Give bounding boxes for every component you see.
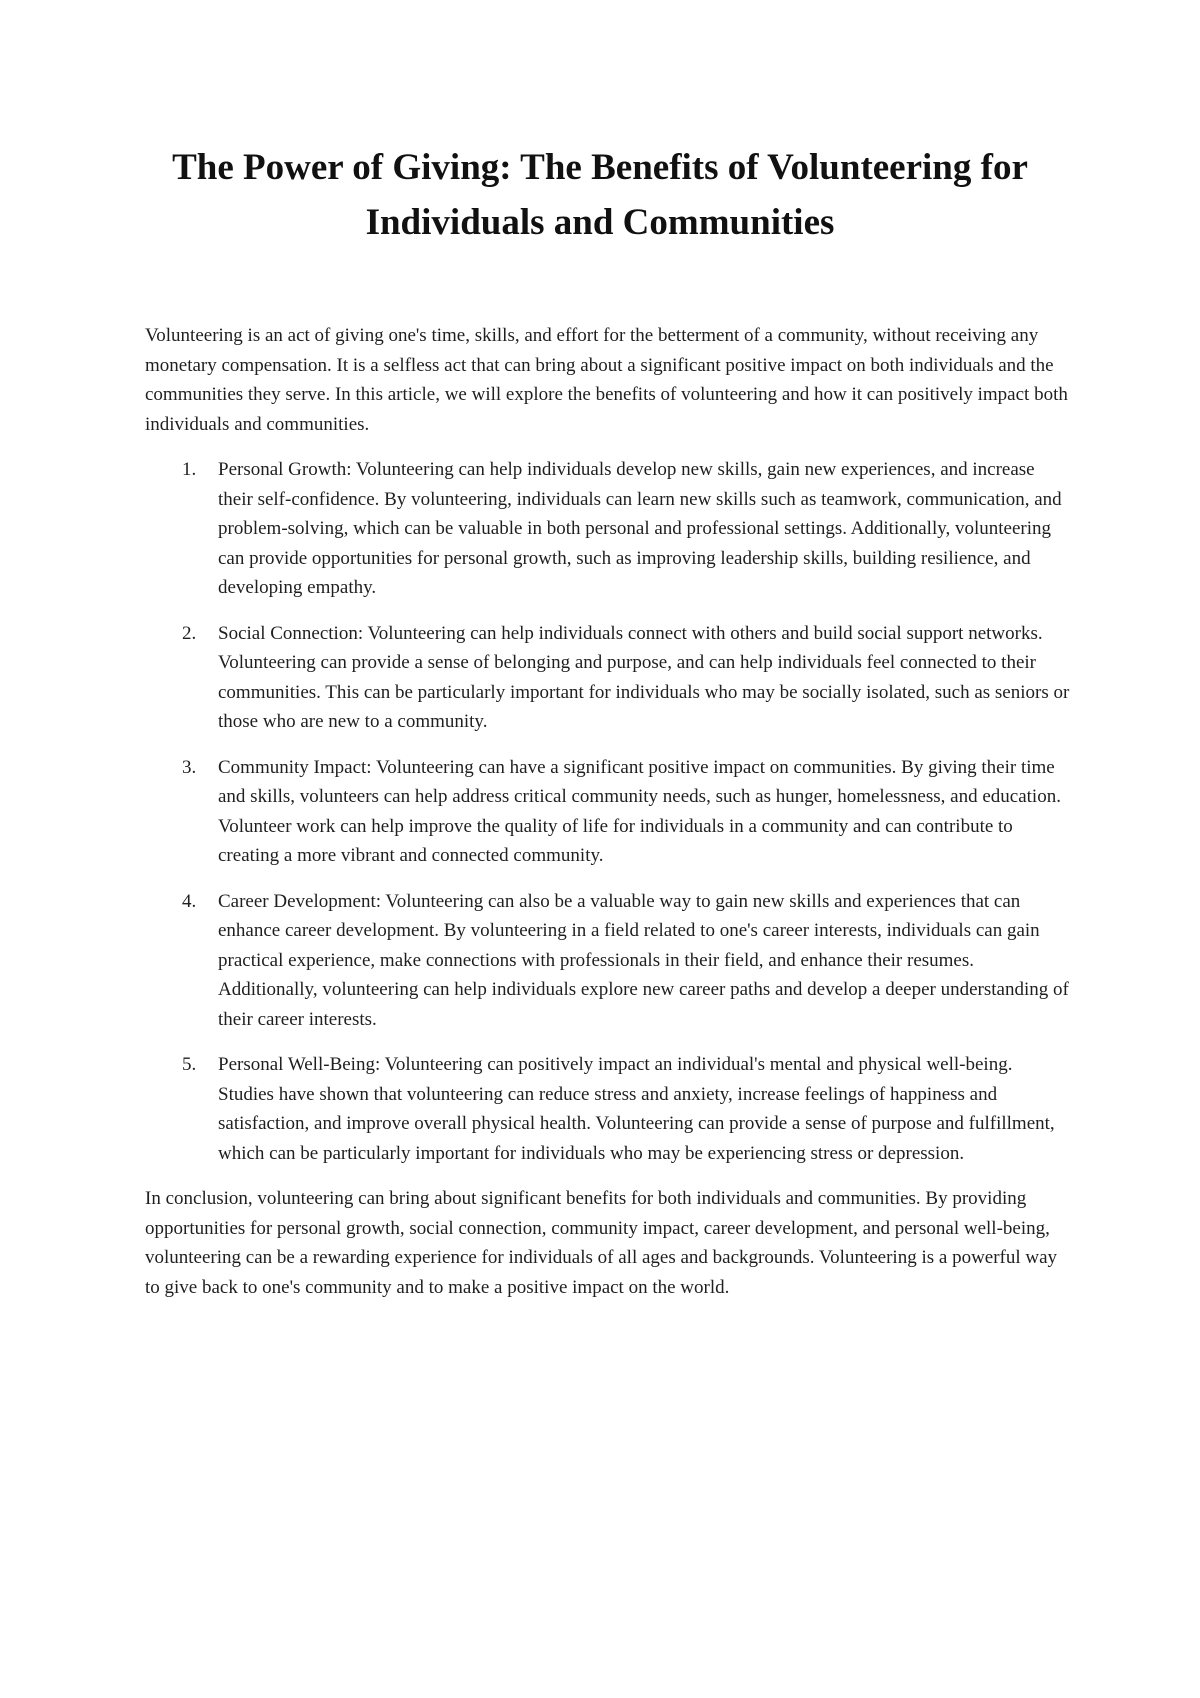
list-item-number: 4. <box>182 890 197 912</box>
document-body <box>145 321 1070 1302</box>
list-item-number: 1. <box>182 459 197 480</box>
list-item <box>145 753 1070 871</box>
list-item <box>145 455 1070 603</box>
list-item-number: 5. <box>182 1054 197 1075</box>
benefits-list <box>145 455 1070 1168</box>
list-item-text: Personal Well-Being: Volunteering can positively impact an individual's mental and physical well-being. Studies have shown that volunteering can reduce stress and anxiety, increase feelings of happiness and satisfaction, and improve overall physical health. Volunteering can provide a sense of purpose and fulfillment, which can be particularly important for individuals who may be experiencing stress or depression. <box>218 1054 1055 1164</box>
list-item-number: 2. <box>182 622 197 644</box>
list-item <box>145 619 1070 737</box>
conclusion-paragraph: In conclusion, volunteering can bring about significant benefits for both individuals and communities. By providing opportunities for personal growth, social connection, community impact, career development, and personal well-being, volunteering can be a rewarding experience for individuals of all ages and backgrounds. Volunteering is a powerful way to give back to one's community and to make a positive impact on the world. <box>145 1188 1058 1298</box>
list-item-text: Community Impact: Volunteering can have a significant positive impact on communities. By giving their time and skills, volunteers can help address critical community needs, such as hunger, homelessness, and education. Volunteer work can help improve the quality of life for individuals in a community and can contribute to creating a more vibrant and connected community. <box>218 756 1061 866</box>
list-item-number: 3. <box>182 756 197 778</box>
list-item <box>145 1050 1070 1168</box>
list-item <box>145 887 1070 1035</box>
intro-paragraph: Volunteering is an act of giving one's time, skills, and effort for the betterment of a community, without receiving any monetary compensation. It is a selfless act that can bring about a significant positive impact on both individuals and the communities they serve. In this article, we will explore the benefits of volunteering and how it can positively impact both individuals and communities. <box>145 325 1068 435</box>
list-item-text: Career Development: Volunteering can also be a valuable way to gain new skills and experiences that can enhance career development. By volunteering in a field related to one's career interests, individuals can gain practical experience, make connections with professionals in their field, and enhance their resumes. Additionally, volunteering can help individuals explore new career paths and develop a deeper understanding of their career interests. <box>218 890 1069 1030</box>
document-title: The Power of Giving: The Benefits of Volunteering for Individuals and Communities <box>172 147 1028 243</box>
list-item-text: Social Connection: Volunteering can help individuals connect with others and build social support networks. Volunteering can provide a sense of belonging and purpose, and can help individuals feel connected to their communities. This can be particularly important for individuals who may be socially isolated, such as seniors or those who are new to a community. <box>218 622 1070 732</box>
list-item-text: Personal Growth: Volunteering can help individuals develop new skills, gain new experiences, and increase their self-confidence. By volunteering, individuals can learn new skills such as teamwork, communication, and problem-solving, which can be valuable in both personal and professional settings. Additionally, volunteering can provide opportunities for personal growth, such as improving leadership skills, building resilience, and developing empathy. <box>218 459 1062 598</box>
